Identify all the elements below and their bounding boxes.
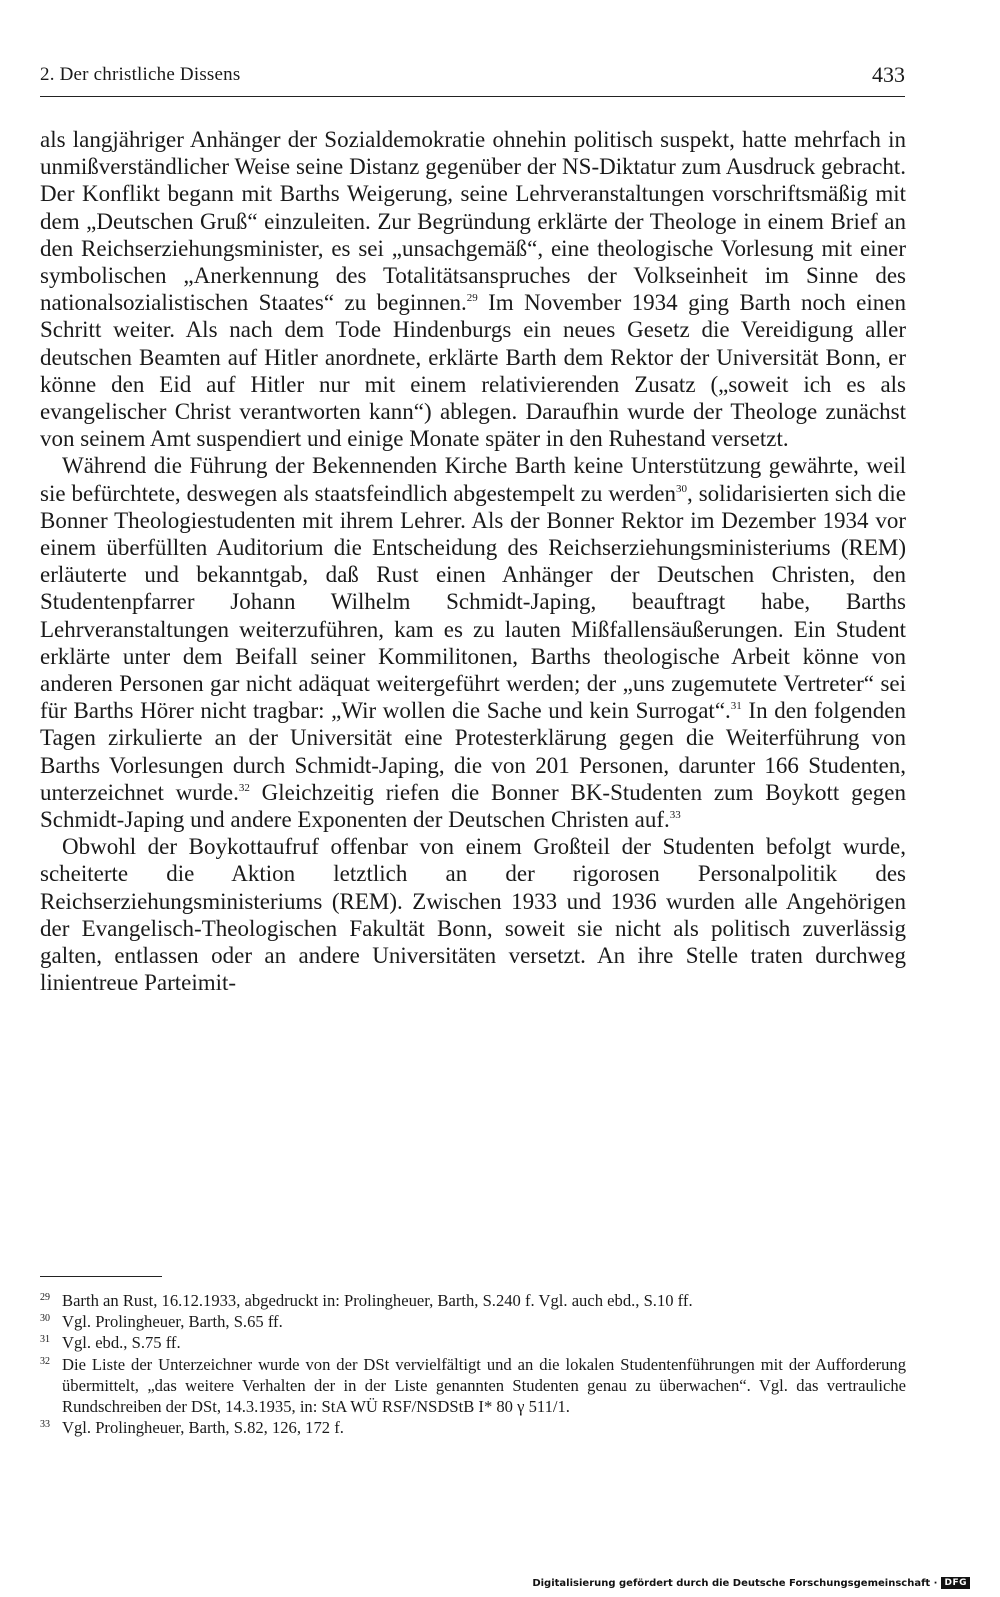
footnote-text: Vgl. Prolingheuer, Barth, S.82, 126, 172 f. [62, 1418, 344, 1438]
footnote-text: Vgl. ebd., S.75 ff. [62, 1333, 181, 1353]
footnote-33 [40, 1417, 906, 1438]
footnote-mark: 33 [40, 1419, 50, 1431]
footnote-text: Vgl. Prolingheuer, Barth, S.65 ff. [62, 1312, 283, 1332]
paragraph-text: als langjähriger Anhänger der Sozialdemokratie ohnehin politisch suspekt, hatte mehrfach in unmißverständlicher Weise seine Distanz gegenüber der NS-Diktatur zum Ausdruck gebracht. Der Konflikt begann mit Barths Weigerung, seine Lehrveranstaltungen vorschriftsmäßig mit dem „Deutschen Gruß“ einzuleiten. Zur Begründung erklärte der Theologe in einem Brief an den Reichserziehungsminister, es sei „unsachgemäß“, eine theologische Vorlesung mit einer symbolischen „Anerkennung des Totalitätsanspruches der Volkseinheit im Sinne des nationalsozialistischen Staates“ zu beginnen. [40, 127, 906, 316]
body-text [40, 126, 906, 997]
footnote-ref-30[interactable]: 30 [676, 482, 688, 495]
footnotes [40, 1290, 906, 1438]
paragraph-2 [40, 452, 906, 833]
digitization-banner [532, 1575, 970, 1591]
footnote-ref-29[interactable]: 29 [466, 292, 478, 305]
footnote-31 [40, 1332, 906, 1353]
paragraph-text: Im November 1934 ging Barth noch einen Schritt weiter. Als nach dem Tode Hindenburgs ein neues Gesetz die Vereidigung aller deutschen Beamten auf Hitler anordnete, erklärte Barth dem Rektor der Universität Bonn, er könne den Eid auf Hitler nur mit einem relativierenden Zusatz („soweit ich es als evangelischer Christ verantworten kann“) ablegen. Daraufhin wurde der Theologe zunächst von seinem Amt suspendiert und einige Monate später in den Ruhestand versetzt. [40, 290, 906, 452]
footnote-separator [40, 1276, 162, 1277]
paragraph-text: Während die Führung der Bekennenden Kirche Barth keine Unterstützung gewährte, weil sie befürchtete, deswegen als staatsfeindlich abgestempelt zu werden [40, 453, 906, 506]
footnote-text: Die Liste der Unterzeichner wurde von der DSt vervielfältigt und an die lokalen Studentenführungen mit der Aufforderung übermittelt, „das weitere Verhalten der in der Liste genannten Studenten genau zu überwachen“. Vgl. das vertrauliche Rundschreiben der DSt, 14.3.1935, in: StA WÜ RSF/NSDStB I* 80 γ 511/1. [62, 1354, 906, 1417]
footnote-mark: 29 [40, 1292, 50, 1303]
footnote-30 [40, 1311, 906, 1332]
footnote-mark: 31 [40, 1334, 50, 1346]
footnote-ref-32[interactable]: 32 [238, 781, 250, 794]
banner-text: Digitalisierung gefördert durch die Deutsche Forschungsgemeinschaft · [532, 1577, 938, 1589]
footnote-ref-33[interactable]: 33 [669, 809, 681, 822]
footnote-32 [40, 1354, 906, 1418]
dfg-logo-icon: DFG [941, 1577, 970, 1589]
page-number: 433 [872, 62, 905, 87]
paragraph-text: In den folgenden Tagen zirkulierte an der Universität eine Protesterklärung gegen die Weiterführung von Barths Vorlesungen durch Schmidt-Japing, die von 201 Personen, darunter 166 Studenten, unterzeichnet wurde. [40, 698, 906, 805]
footnote-29 [40, 1290, 906, 1311]
footnote-mark: 30 [40, 1313, 50, 1325]
paragraph-text: , solidarisierten sich die Bonner Theologiestudenten mit ihrem Lehrer. Als der Bonner Rektor im Dezember 1934 vor einem überfüllten Auditorium die Entscheidung des Reichserziehungsministeriums (REM) erläuterte und bekanntgab, daß Rust einen Anhänger der Deutschen Christen, den Studentenpfarrer Johann Wilhelm Schmidt-Japing, beauftragt habe, Barths Lehrveranstaltungen weiterzuführen, kam es zu lauten Mißfallensäußerungen. Ein Student erklärte unter dem Beifall seiner Kommilitonen, Barths theologische Arbeit könne von anderen Personen gar nicht adäquat weitergeführt werden; der „uns zugemutete Vertreter“ sei für Barths Hörer nicht tragbar: „Wir wollen die Sache und kein Surrogat“. [40, 480, 906, 724]
footnote-ref-31[interactable]: 31 [730, 700, 742, 713]
footnote-mark: 32 [40, 1355, 50, 1367]
paragraph-3 [40, 833, 906, 996]
footnote-text: Barth an Rust, 16.12.1933, abgedruckt in: Prolingheuer, Barth, S.240 f. Vgl. auch ebd., S.10 ff. [62, 1291, 693, 1310]
paragraph-text: Obwohl der Boykottaufruf offenbar von einem Großteil der Studenten befolgt wurde, scheiterte die Aktion letztlich an der rigorosen Personalpolitik des Reichserziehungsministeriums (REM). Zwischen 1933 und 1936 wurden alle Angehörigen der Evangelisch-Theologischen Fakultät Bonn, soweit sie nicht als politisch zuverlässig galten, entlassen oder an andere Universitäten versetzt. An ihre Stelle traten durchweg linientreue Parteimit- [40, 834, 906, 996]
page-header [40, 60, 905, 97]
running-head: 2. Der christliche Dissens [40, 64, 241, 85]
paragraph-text: Gleichzeitig riefen die Bonner BK-Studenten zum Boykott gegen Schmidt-Japing und andere Exponenten der Deutschen Christen auf. [40, 779, 906, 833]
paragraph-1 [40, 126, 906, 452]
